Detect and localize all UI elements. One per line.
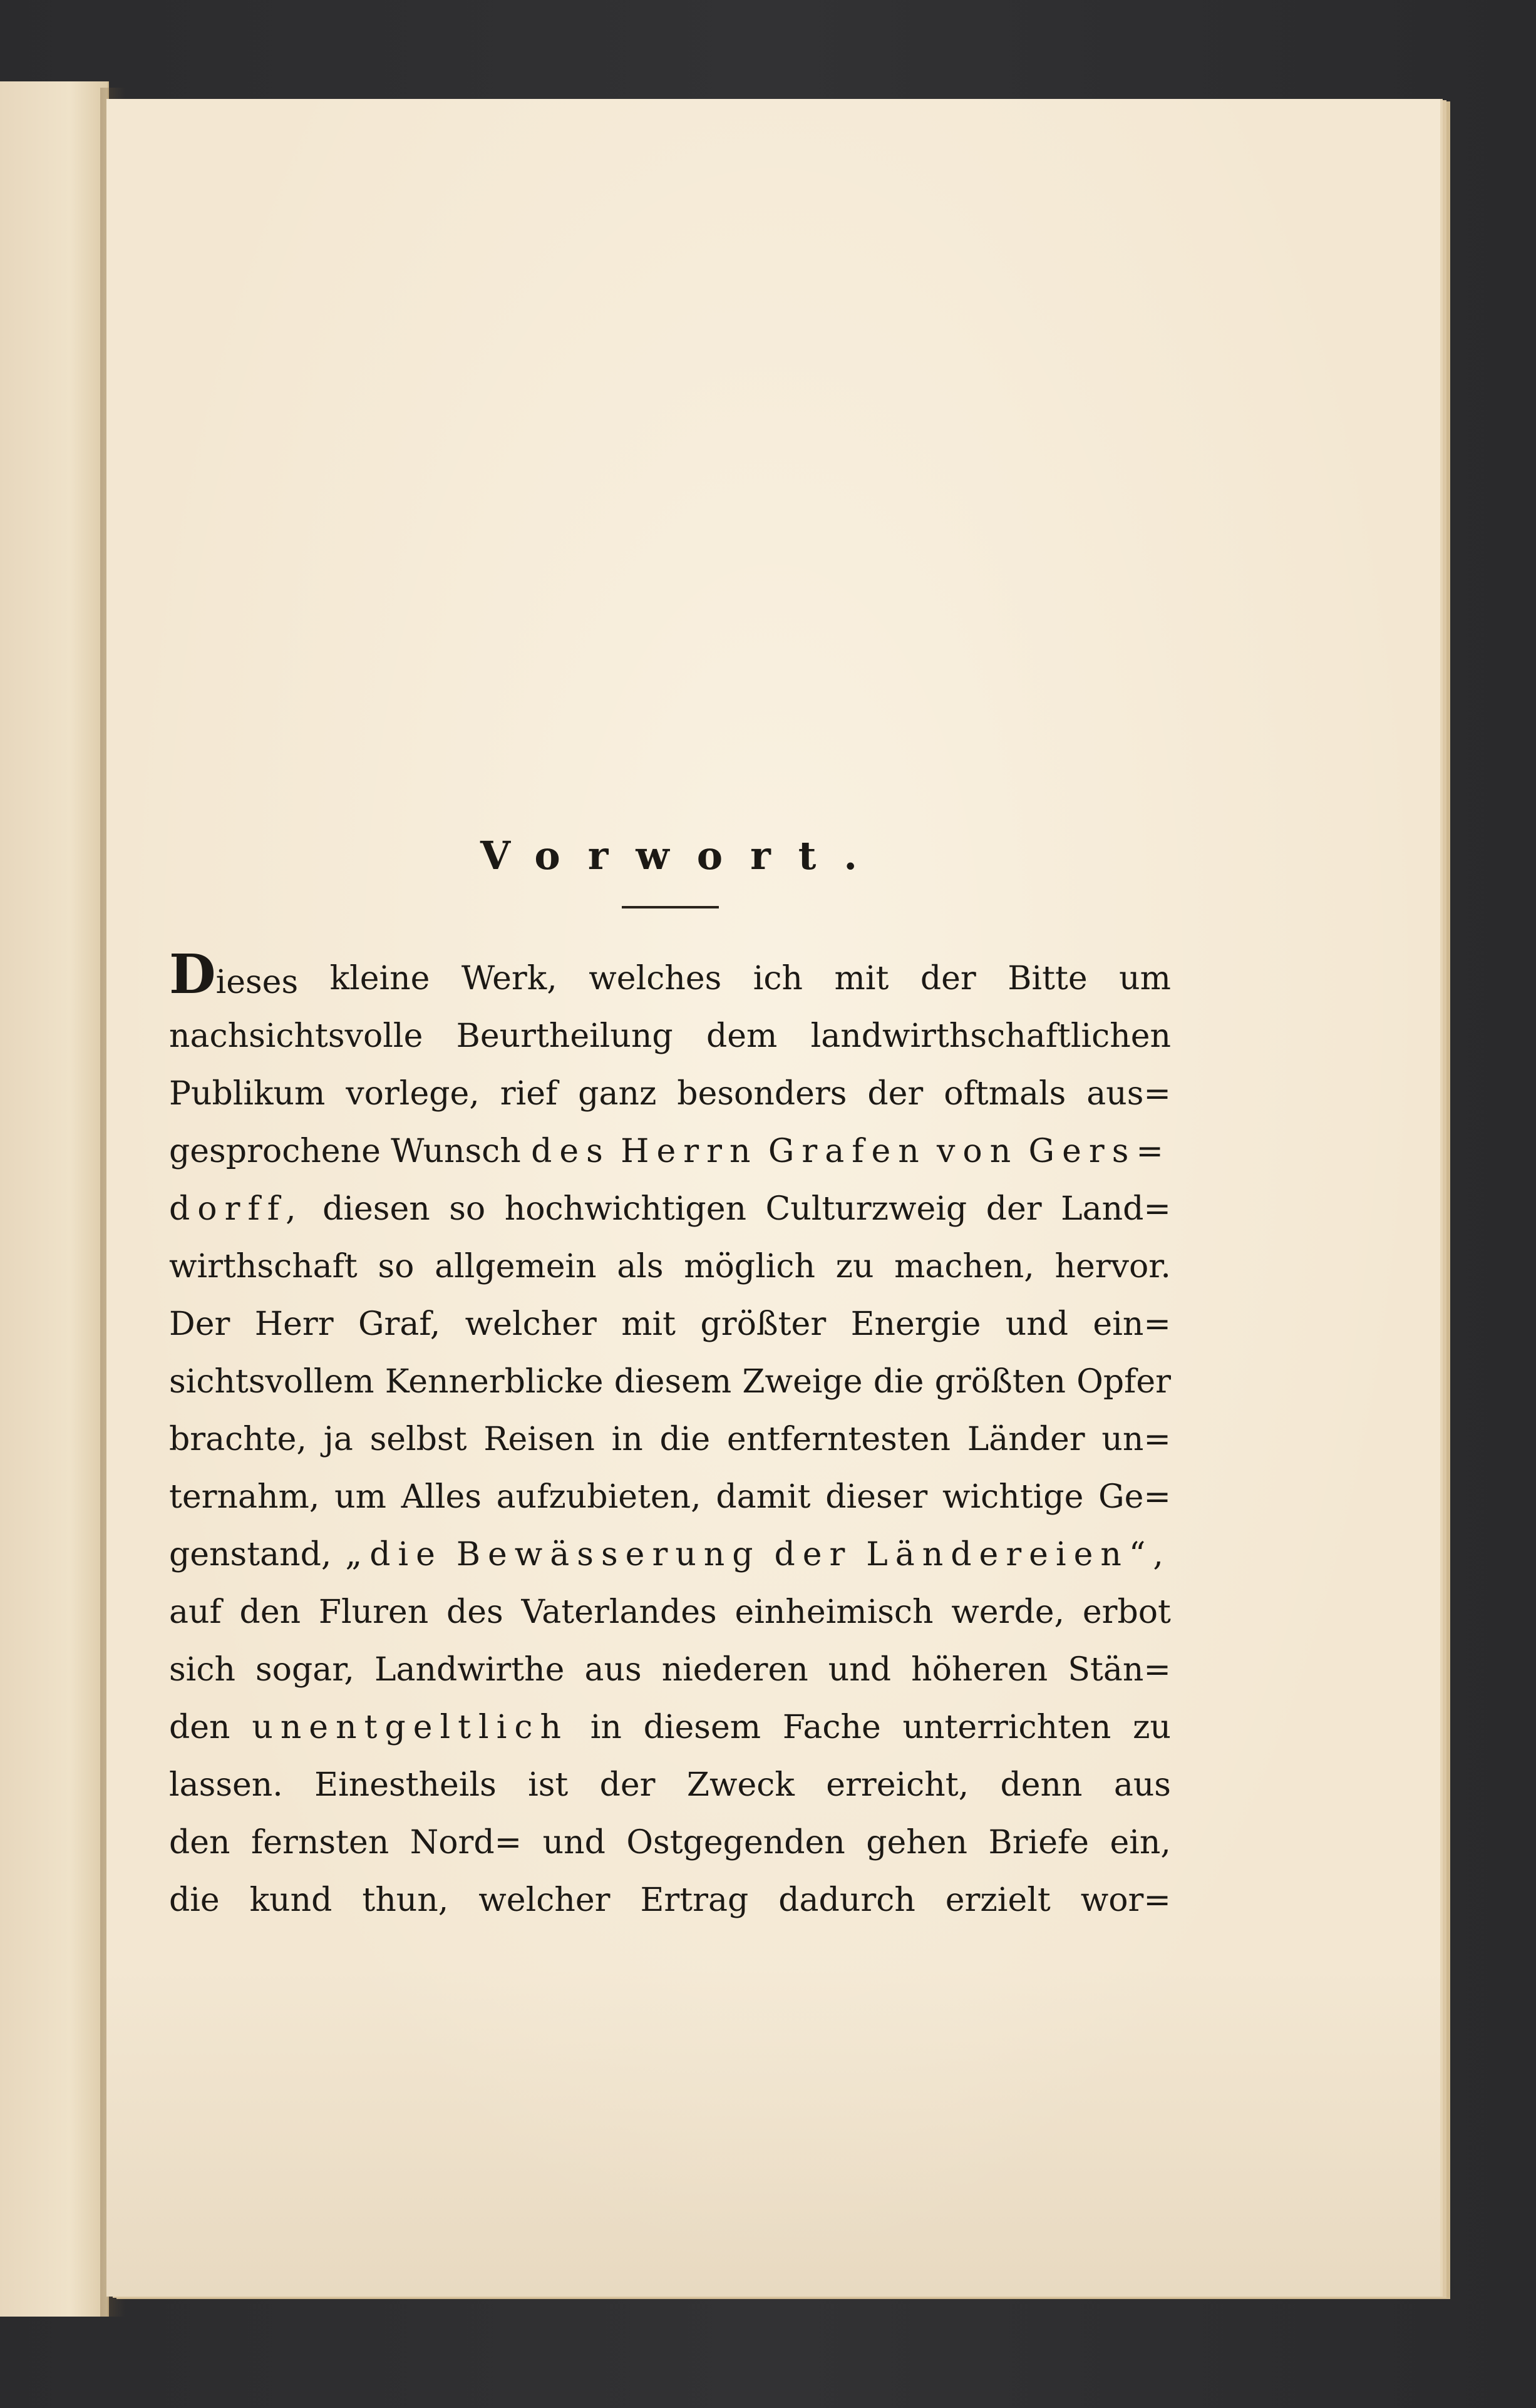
text-line: sich sogar, Landwirthe aus niederen und höheren Stän= [169,1651,1171,1689]
text-line: Dieses kleine Werk, welches ich mit der Bitte um [169,943,1171,1006]
text-line: wirthschaft so allgemein als möglich zu machen, hervor. [169,1248,1171,1285]
text-line: den unentgeltlich in diesem Fache unterrichten zu [169,1709,1171,1746]
text-line: Publikum vorlege, rief ganz besonders der oftmals aus= [169,1075,1171,1113]
text-line: auf den Fluren des Vaterlandes einheimisch werde, erbot [169,1593,1171,1631]
text-line: sichtsvollem Kennerblicke diesem Zweige die größten Opfer [169,1363,1171,1401]
text-line: Der Herr Graf, welcher mit größter Energie und ein= [169,1305,1171,1343]
text-line: brachte, ja selbst Reisen in die entferntesten Länder un= [169,1421,1171,1458]
page-body [169,833,1171,1929]
drop-initial: D [169,943,216,1006]
text-line: ternahm, um Alles aufzubieten, damit dieser wichtige Ge= [169,1478,1171,1516]
text-line: nachsichtsvolle Beurtheilung dem landwirthschaftlichen [169,1017,1171,1055]
text-line: lassen. Einestheils ist der Zweck erreicht, denn aus [169,1766,1171,1804]
preface-paragraph [169,943,1171,1929]
left-page-edge [0,81,109,2317]
text-line: die kund thun, welcher Ertrag dadurch erzielt wor= [169,1881,1171,1919]
heading-rule [622,906,719,908]
text-line: dorff, diesen so hochwichtigen Culturzweig der Land= [169,1190,1171,1228]
text-line: den fernsten Nord= und Ostgegenden gehen Briefe ein, [169,1824,1171,1861]
text-line: genstand, „die Bewässerung der Ländereien“, [169,1536,1171,1573]
page-heading: Vorwort. [480,833,885,878]
text-line: gesprochene Wunsch des Herrn Grafen von Gers= [169,1133,1171,1170]
